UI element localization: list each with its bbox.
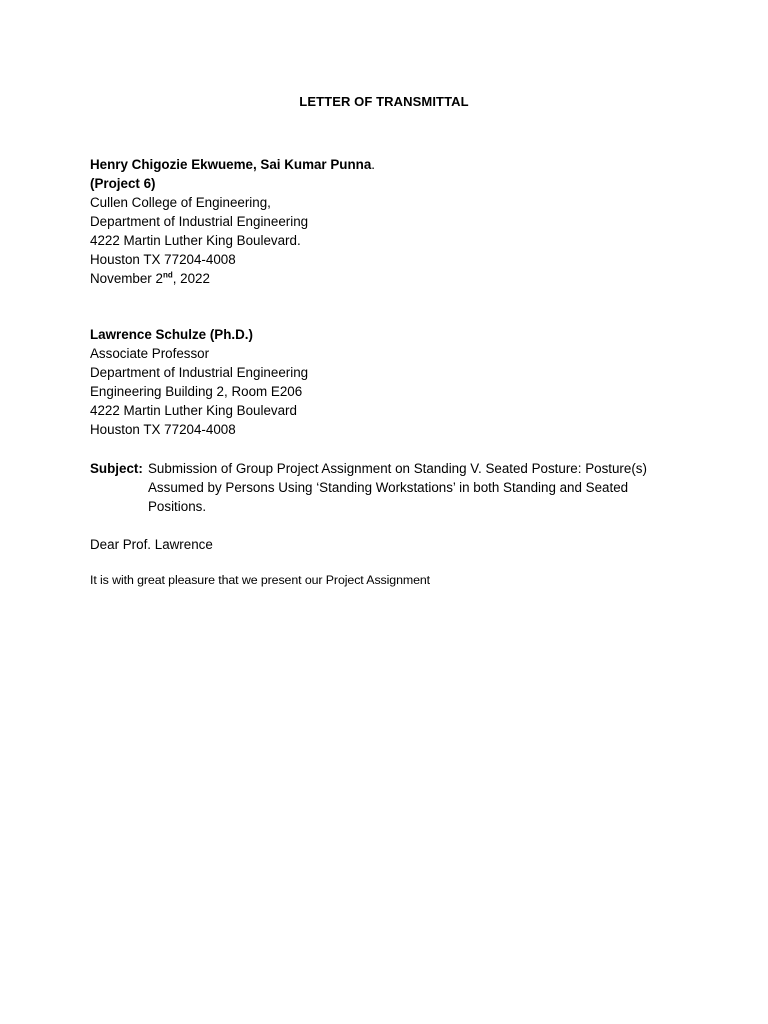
recipient-department: Department of Industrial Engineering bbox=[90, 365, 309, 380]
date-ordinal-suffix: nd bbox=[162, 270, 173, 280]
body-opening-sentence: It is with great pleasure that we present our Project Assignment bbox=[90, 573, 431, 587]
sender-street: 4222 Martin Luther King Boulevard. bbox=[90, 233, 301, 248]
recipient-city: Houston TX 77204-4008 bbox=[90, 422, 236, 437]
subject-line-2: Assumed by Persons Using ‘Standing Workstations’ in both Standing and Seated bbox=[148, 480, 629, 495]
subject-line-1: Submission of Group Project Assignment on Standing V. Seated Posture: Posture(s) bbox=[148, 461, 647, 476]
subject-text bbox=[148, 459, 668, 516]
date-prefix: November 2 bbox=[90, 271, 163, 286]
sender-names-line bbox=[90, 155, 375, 174]
letter-date bbox=[90, 269, 375, 288]
recipient-name: Lawrence Schulze (Ph.D.) bbox=[90, 327, 253, 342]
recipient-position: Associate Professor bbox=[90, 346, 210, 361]
subject-line-3: Positions. bbox=[148, 499, 207, 514]
salutation: Dear Prof. Lawrence bbox=[90, 537, 213, 552]
sender-college: Cullen College of Engineering, bbox=[90, 195, 271, 210]
sender-city: Houston TX 77204-4008 bbox=[90, 252, 236, 267]
sender-names: Henry Chigozie Ekwueme, Sai Kumar Punna bbox=[90, 157, 372, 172]
recipient-street: 4222 Martin Luther King Boulevard bbox=[90, 403, 297, 418]
date-rest: , 2022 bbox=[172, 271, 210, 286]
sender-project: (Project 6) bbox=[90, 176, 156, 191]
sender-names-period: . bbox=[371, 157, 376, 172]
page-title: LETTER OF TRANSMITTAL bbox=[299, 94, 469, 109]
recipient-address-block bbox=[90, 325, 308, 439]
recipient-building: Engineering Building 2, Room E206 bbox=[90, 384, 303, 399]
sender-department: Department of Industrial Engineering bbox=[90, 214, 309, 229]
subject-label: Subject: bbox=[90, 461, 143, 476]
sender-address-block bbox=[90, 155, 375, 288]
